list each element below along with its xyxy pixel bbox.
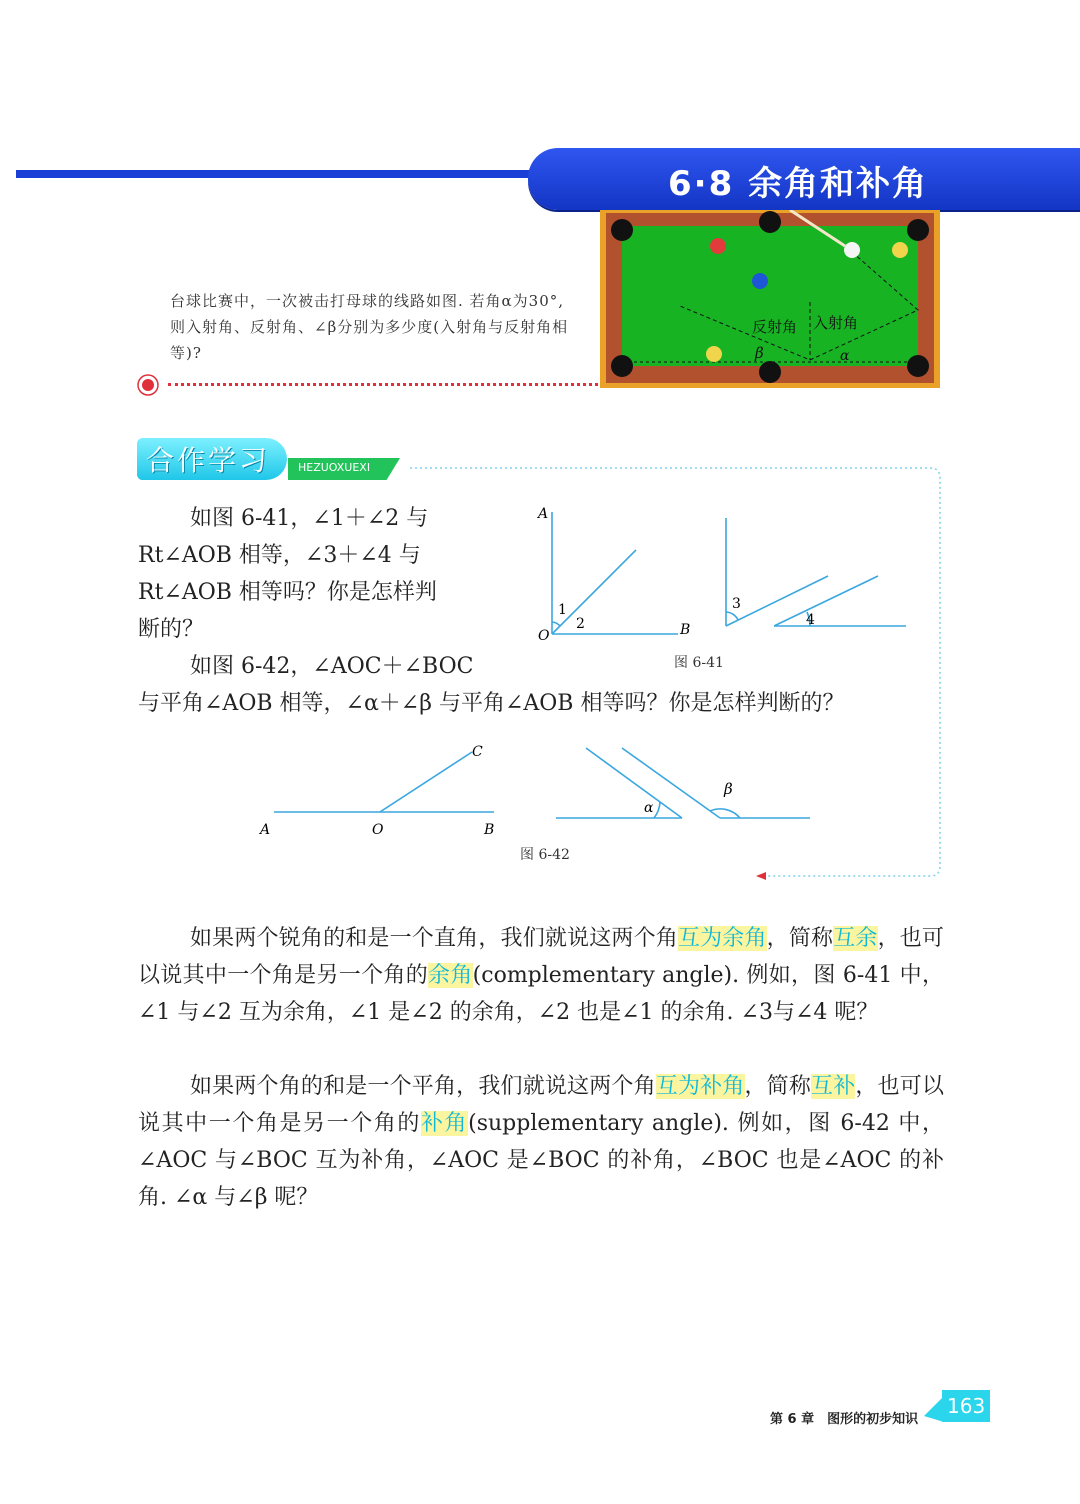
fig642-label-alpha: α	[644, 800, 654, 816]
q1-line4: 断的？	[138, 617, 205, 642]
fig641-label-1: 1	[558, 602, 567, 618]
ball-15	[706, 346, 722, 362]
fig642-label-C: C	[472, 744, 483, 760]
fig641-label-B: B	[680, 622, 691, 638]
fig642-label-O: O	[372, 822, 384, 838]
def1-text-b: ，简称	[766, 926, 834, 951]
fig642-label-beta: β	[724, 780, 733, 798]
term-supplementary-short: 互补	[811, 1074, 856, 1099]
term-mutual-complementary: 互为余角	[677, 926, 767, 951]
section-badge: 合作学习	[146, 444, 271, 477]
figure-6-41	[530, 500, 920, 650]
page-number: 163	[947, 1394, 986, 1418]
fig641-label-O: O	[538, 628, 550, 644]
ball-1	[752, 273, 768, 289]
label-alpha: α	[840, 348, 850, 364]
definition-complementary	[138, 920, 944, 1031]
figure-6-42	[250, 740, 820, 840]
fig641-label-4: 4	[806, 612, 815, 628]
section-title: 6·8 余角和补角	[668, 164, 929, 204]
def1-text-d: (complementary angle). 例如，图 6-41 中，∠1 与∠2 互为余角，∠1 是∠2 的余角，∠2 也是∠1 的余角. ∠3与∠4 呢？	[138, 963, 944, 1025]
label-incident-angle: 入射角	[813, 314, 859, 332]
header-rule	[16, 170, 616, 178]
definition-supplementary	[138, 1068, 944, 1216]
fig641-label-3: 3	[732, 596, 741, 612]
badge-subtitle: HEZUOXUEXI	[298, 461, 371, 474]
def2-text-b: ，简称	[744, 1074, 812, 1099]
label-beta: β	[755, 344, 764, 362]
term-mutual-supplementary: 互为补角	[655, 1074, 745, 1099]
page-tab-arrow	[924, 1396, 944, 1422]
def1-text-c: ，也可以说其中一个角是另一个角的	[138, 926, 944, 988]
q2-line2: 与平角∠AOB 相等，∠α＋∠β 与平角∠AOB 相等吗？你是怎样判断的？	[138, 691, 845, 716]
billiards-question: 台球比赛中，一次被击打母球的线路如图. 若角α为30°,则入射角、反射角、∠β分别为多少度(入射角与反射角相等)?	[170, 292, 569, 362]
label-reflect-angle: 反射角	[752, 318, 798, 336]
ball-10	[710, 238, 726, 254]
dotted-divider	[168, 383, 598, 386]
target-icon	[137, 374, 159, 396]
fig641-caption: 图 6-41	[674, 655, 724, 671]
term-complementary-short: 互余	[833, 926, 878, 951]
def2-text-a: 如果两个角的和是一个平角，我们就说这两个角	[190, 1074, 656, 1099]
fig642-caption: 图 6-42	[520, 847, 570, 863]
billiards-table-illustration	[600, 210, 940, 390]
def2-text-c: ，也可以说其中一个角是另一个角的	[138, 1074, 944, 1136]
q2-line1: 如图 6-42，∠AOC＋∠BOC	[190, 654, 474, 679]
def1-text-a: 如果两个锐角的和是一个直角，我们就说这两个角	[190, 926, 678, 951]
fig641-label-A: A	[538, 506, 549, 522]
term-complementary-angle: 余角	[428, 963, 473, 988]
ball-8	[892, 242, 908, 258]
footer-chapter: 第 6 章 图形的初步知识	[770, 1412, 919, 1427]
fig642-label-B: B	[484, 822, 495, 838]
q1-line3: Rt∠AOB 相等吗？你是怎样判	[138, 580, 437, 605]
q1-line2: Rt∠AOB 相等，∠3＋∠4 与	[138, 543, 421, 568]
table-felt	[622, 226, 918, 366]
fig641-label-2: 2	[576, 616, 585, 632]
fig642-label-A: A	[260, 822, 271, 838]
term-supplementary-angle: 补角	[420, 1111, 469, 1136]
q1-line1: 如图 6-41，∠1＋∠2 与	[190, 506, 429, 531]
cue-ball	[844, 242, 860, 258]
def2-text-d: (supplementary angle). 例如，图 6-42 中，∠AOC 与∠BOC 互为补角，∠AOC 是∠BOC 的补角，∠BOC 也是∠AOC 的补角. ∠α 与∠β 呢？	[138, 1111, 944, 1210]
